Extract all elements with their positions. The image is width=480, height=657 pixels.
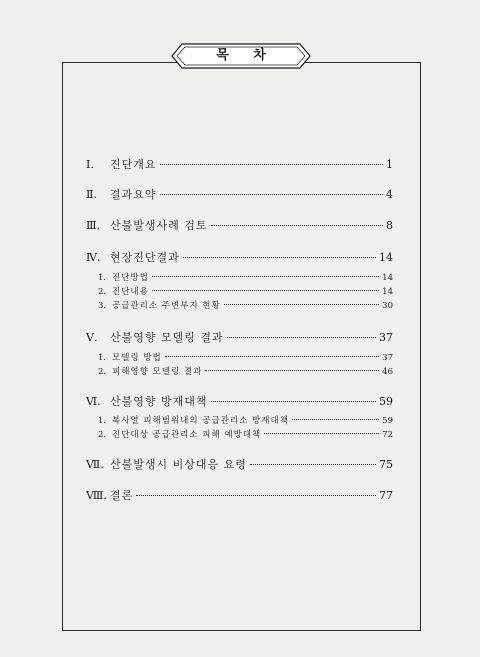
toc-entry-section-4-2[interactable] bbox=[98, 285, 393, 297]
chapter-title: 결과요약 bbox=[110, 188, 157, 201]
dot-leader bbox=[224, 304, 379, 305]
toc-entry-chapter-1[interactable] bbox=[86, 156, 393, 172]
toc-entry-chapter-5[interactable] bbox=[86, 329, 393, 345]
dot-leader bbox=[165, 356, 379, 357]
toc-entry-section-4-3[interactable] bbox=[98, 299, 393, 311]
page-number: 77 bbox=[379, 489, 393, 502]
section-number: 1. bbox=[98, 353, 107, 363]
page-number: 8 bbox=[386, 219, 393, 232]
section-title: 공급관리소 주변부지 현황 bbox=[112, 301, 221, 311]
toc-title: 목 차 bbox=[216, 48, 276, 63]
page-number: 37 bbox=[379, 331, 393, 344]
section-title: 복사열 피해범위내의 공급관리소 방재대책 bbox=[112, 416, 289, 426]
page-number: 46 bbox=[382, 367, 393, 377]
section-title: 모델링 방법 bbox=[112, 353, 162, 363]
chapter-title: 산불발생시 비상대응 요령 bbox=[110, 458, 247, 471]
section-number: 2. bbox=[98, 287, 107, 297]
section-title: 진단대상 공급관리소 피해 예방대책 bbox=[112, 430, 262, 440]
dot-leader bbox=[211, 401, 376, 402]
section-title: 진단방법 bbox=[112, 273, 149, 283]
dot-leader bbox=[136, 495, 376, 496]
dot-leader bbox=[152, 276, 379, 277]
page-number: 14 bbox=[382, 273, 393, 283]
section-number: 3. bbox=[98, 301, 107, 311]
section-title: 피해영향 모델링 결과 bbox=[112, 367, 203, 377]
toc-entry-chapter-3[interactable] bbox=[86, 217, 393, 233]
chapter-title: 산불영향 방재대책 bbox=[110, 395, 208, 408]
section-title: 진단내용 bbox=[112, 287, 149, 297]
page-border-frame bbox=[62, 62, 421, 631]
toc-entry-section-6-1[interactable] bbox=[98, 414, 393, 426]
chapter-number: Ⅳ. bbox=[86, 251, 101, 264]
page-number: 30 bbox=[382, 301, 393, 311]
dot-leader bbox=[160, 194, 383, 195]
toc-entry-section-6-2[interactable] bbox=[98, 428, 393, 440]
section-number: 2. bbox=[98, 430, 107, 440]
chapter-title: 진단개요 bbox=[110, 158, 157, 171]
chapter-title: 산불영향 모델링 결과 bbox=[110, 331, 224, 344]
dot-leader bbox=[160, 164, 383, 165]
section-number: 2. bbox=[98, 367, 107, 377]
chapter-number: Ⅷ. bbox=[86, 489, 107, 502]
chapter-number: Ⅶ. bbox=[86, 458, 104, 471]
toc-entry-section-5-2[interactable] bbox=[98, 365, 393, 377]
dot-leader bbox=[264, 433, 379, 434]
toc-entry-chapter-7[interactable] bbox=[86, 456, 393, 472]
page-number: 37 bbox=[382, 353, 393, 363]
dot-leader bbox=[292, 419, 379, 420]
toc-entry-section-4-1[interactable] bbox=[98, 271, 393, 283]
section-number: 1. bbox=[98, 416, 107, 426]
dot-leader bbox=[152, 290, 379, 291]
toc-entry-chapter-8[interactable] bbox=[86, 487, 393, 503]
chapter-number: Ⅲ. bbox=[86, 219, 101, 232]
chapter-title: 산불발생사례 검토 bbox=[110, 219, 208, 232]
toc-entry-chapter-2[interactable] bbox=[86, 186, 393, 202]
dot-leader bbox=[250, 464, 376, 465]
toc-entry-chapter-6[interactable] bbox=[86, 393, 393, 409]
chapter-title: 현장진단결과 bbox=[110, 251, 180, 264]
page-number: 1 bbox=[386, 158, 393, 171]
chapter-number: Ⅱ. bbox=[86, 188, 97, 201]
page-number: 14 bbox=[382, 287, 393, 297]
page-number: 14 bbox=[379, 251, 393, 264]
chapter-number: Ⅵ. bbox=[86, 395, 101, 408]
page-number: 59 bbox=[379, 395, 393, 408]
section-number: 1. bbox=[98, 273, 107, 283]
toc-entry-section-5-1[interactable] bbox=[98, 351, 393, 363]
toc-title-badge bbox=[170, 38, 312, 74]
page-number: 4 bbox=[386, 188, 393, 201]
page-number: 75 bbox=[379, 458, 393, 471]
page-number: 59 bbox=[382, 416, 393, 426]
dot-leader bbox=[205, 370, 379, 371]
page-number: 72 bbox=[382, 430, 393, 440]
chapter-number: Ⅰ. bbox=[86, 158, 94, 171]
dot-leader bbox=[211, 225, 383, 226]
toc-entry-chapter-4[interactable] bbox=[86, 249, 393, 265]
dot-leader bbox=[183, 257, 376, 258]
chapter-title: 결론 bbox=[110, 489, 134, 502]
dot-leader bbox=[227, 337, 376, 338]
chapter-number: Ⅴ. bbox=[86, 331, 98, 344]
